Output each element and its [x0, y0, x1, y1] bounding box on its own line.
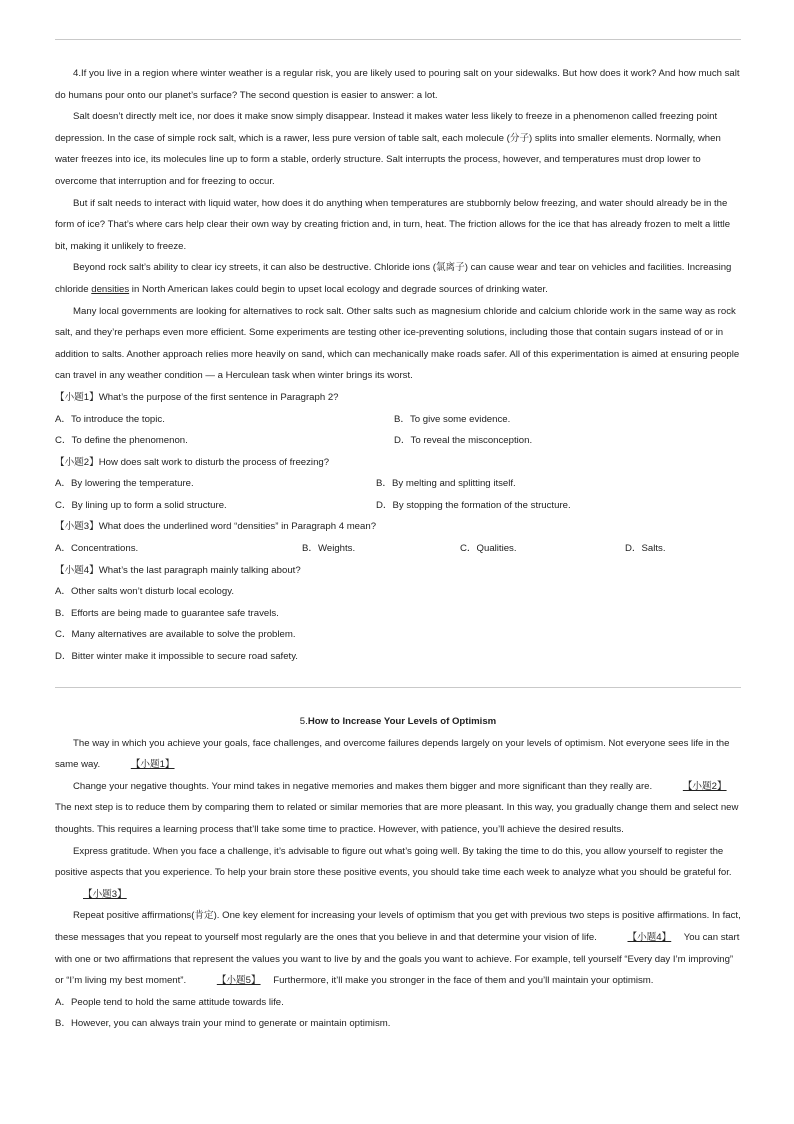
p4-paragraph-2: Salt doesn’t directly melt ice, nor does it make snow simply disappear. Instead it makes water less likely to freeze in a phenomenon called freezing point depression. In the case of simple rock salt, which is a rawer, less pure version of table salt, each molecule (分子) splits into smaller elements. Normally, when water freezes into ice, its molecules line up to form a stable, orderly structure. Salt interrupts the process, however, and temperatures must drop lower to overcome that interruption and for freezing to occur.	[55, 111, 721, 187]
p5-paragraph-2: Change your negative thoughts. Your mind takes in negative memories and makes them bigger and more significant than they really are. 【小题2】 The next step is to reduce them by comparing them to related or similar memories that are more pleasant. In this way, you gradually change them and select new thoughts. This requires a learning process that’ll take some time to practice. However, with patience, you’ll achieve the desired results.	[55, 776, 741, 841]
p4-paragraph-5: Many local governments are looking for alternatives to rock salt. Other salts such as magnesium chloride and calcium chloride work in the same way as rock salt, and they’re perhaps even more efficient. Some experiments are testing other ice-preventing solutions, including those that contain sugars instead of or in addition to salts. Another approach relies more heavily on sand, which can mechanically make roads safer. All of this experimentation is aimed at ensuring people can travel in any weather condition — a Herculean task when winter brings its worst.	[55, 305, 740, 382]
p5-option-a[interactable]: A．People tend to hold the same attitude towards life.	[55, 996, 284, 1008]
q2-option-d[interactable]: D．By stopping the formation of the structure.	[376, 499, 571, 511]
q1-option-c[interactable]: C．To define the phenomenon.	[55, 435, 188, 447]
blank-2[interactable]: 【小题2】	[682, 780, 727, 792]
question-1-stem: 【小题1】What’s the purpose of the first sentence in Paragraph 2?	[55, 391, 339, 403]
p4-paragraph-3: But if salt needs to interact with liquid water, how does it do anything when temperatures are stubbornly below freezing, and water should already be in the form of ice? That’s where cars help clear their own way by creating friction and, in turn, heat. The friction allows for the ice that has already frozen to melt a little bit, making it unlikely to freeze.	[55, 197, 731, 252]
top-divider	[55, 39, 741, 40]
q4-option-b[interactable]: B．Efforts are being made to guarantee safe travels.	[55, 607, 279, 619]
p5-paragraph-3: Express gratitude. When you face a challenge, it’s advisable to figure out what’s going well. By taking the time to do this, you allow yourself to register the positive aspects that you experience. To help your brain store these positive events, you should take time each week to analyze what you should be grateful for. 【小题3】	[55, 841, 741, 906]
q2-option-a[interactable]: A．By lowering the temperature.	[55, 478, 194, 490]
q2-option-c[interactable]: C．By lining up to form a solid structure.	[55, 499, 227, 511]
question-2-stem: 【小题2】How does salt work to disturb the process of freezing?	[55, 456, 330, 468]
blank-3[interactable]: 【小题3】	[83, 888, 127, 900]
q4-option-c[interactable]: C．Many alternatives are available to solve the problem.	[55, 629, 296, 641]
q2-option-b[interactable]: B．By melting and splitting itself.	[376, 478, 516, 490]
blank-1[interactable]: 【小题1】	[130, 759, 175, 771]
passage-5	[55, 711, 741, 1035]
p4-paragraph-4: Beyond rock salt’s ability to clear icy streets, it can also be destructive. Chloride ions (氯离子) can cause wear and tear on vehicles and facilities. Increasing chloride densities in North American lakes could begin to upset local ecology and degrade sources of drinking water.	[55, 262, 732, 295]
question-1-options	[55, 409, 741, 431]
q4-option-a[interactable]: A．Other salts won’t disturb local ecology.	[55, 586, 234, 598]
p4-paragraph-1: 4.If you live in a region where winter weather is a regular risk, you are likely used to pouring salt on your sidewalks. But how does it work? And how much salt do humans pour onto our planet’s surface? The second question is easier to answer: a lot.	[55, 68, 740, 101]
underlined-word: densities	[91, 283, 130, 295]
q4-option-d[interactable]: D．Bitter winter make it impossible to secure road safety.	[55, 651, 298, 663]
q3-option-b[interactable]: B．Weights.	[302, 543, 356, 555]
question-4-stem: 【小题4】What’s the last paragraph mainly talking about?	[55, 564, 301, 576]
blank-5[interactable]: 【小题5】	[216, 975, 261, 987]
q3-option-a[interactable]: A．Concentrations.	[55, 543, 139, 555]
question-3-stem: 【小题3】What does the underlined word “densities” in Paragraph 4 mean?	[55, 521, 377, 533]
blank-4[interactable]: 【小题4】	[627, 931, 672, 943]
q3-option-c[interactable]: C．Qualities.	[460, 543, 517, 555]
passage-5-title: 5.How to Increase Your Levels of Optimism	[299, 716, 497, 727]
p5-paragraph-4: Repeat positive affirmations(肯定). One key element for increasing your levels of optimism that you get with previous two steps is positive affirmations. In fact, these messages that you repeat to yourself most regularly are the ones that you believe in and that determine your vision of life. 【小题4】 You can start with one or two affirmations that represent the values you want to live by and the goals you want to achieve. For example, tell yourself “Every day I’m improving” or “I’m living my best moment”. 【小题5】 Furthermore, it’ll make you stronger in the face of them and you’ll maintain your optimism.	[55, 905, 741, 991]
q3-option-d[interactable]: D．Salts.	[625, 543, 666, 555]
p5-paragraph-1: The way in which you achieve your goals, face challenges, and overcome failures depends largely on your levels of optimism. Not everyone sees life in the same way. 【小题1】	[55, 733, 741, 776]
q1-option-a[interactable]: A．To introduce the topic.	[55, 413, 165, 425]
q1-option-b[interactable]: B．To give some evidence.	[394, 413, 511, 425]
q1-option-d[interactable]: D．To reveal the misconception.	[394, 435, 533, 447]
middle-divider	[55, 687, 741, 688]
passage-4	[55, 63, 741, 668]
p5-option-b[interactable]: B．However, you can always train your mind to generate or maintain optimism.	[55, 1018, 391, 1030]
